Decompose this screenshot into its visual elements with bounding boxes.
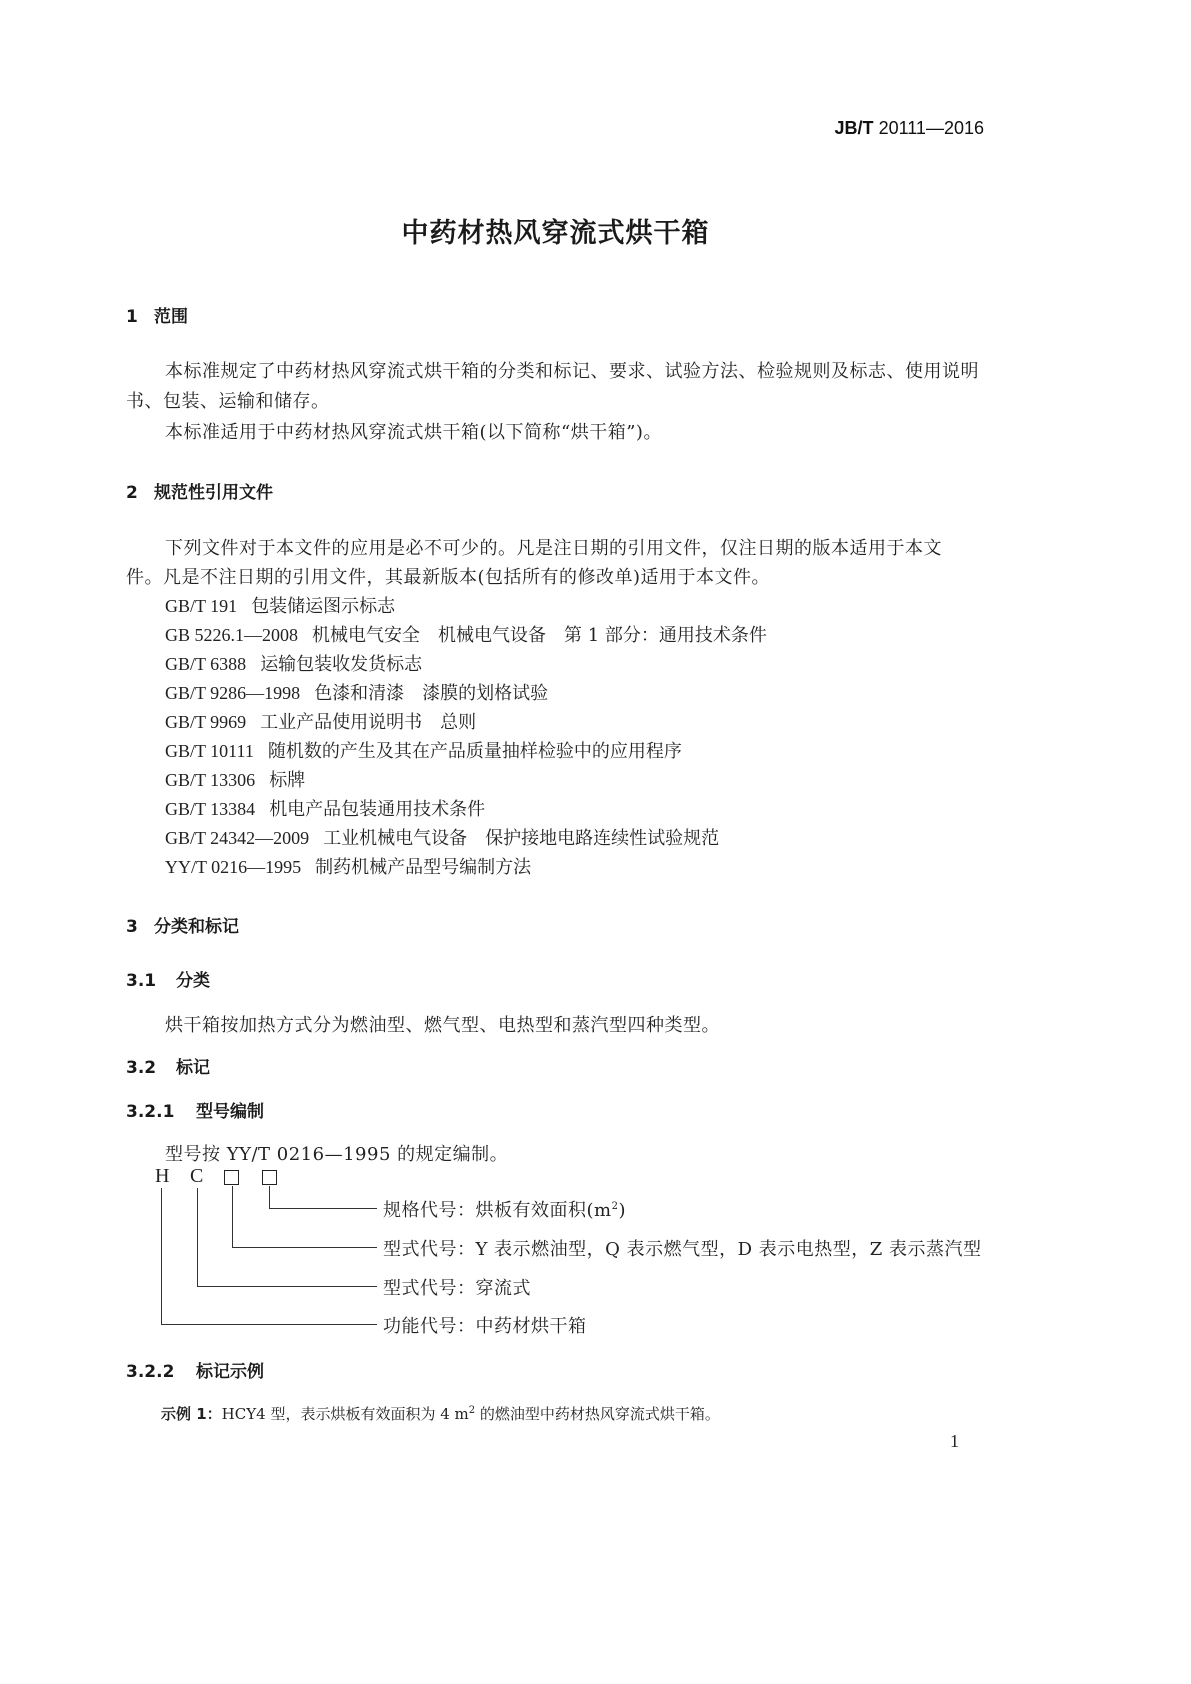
connector-line bbox=[197, 1286, 377, 1287]
section-1-paragraph-1-line-2: 书、包装、运输和储存。 bbox=[126, 391, 330, 412]
section-3-1-text: 烘干箱按加热方式分为燃油型、燃气型、电热型和蒸汽型四种类型。 bbox=[165, 1015, 720, 1036]
document-title: 中药材热风穿流式烘干箱 bbox=[401, 218, 710, 249]
section-number: 3.2.1 bbox=[126, 1102, 175, 1122]
reference-code: GB/T 13384 bbox=[165, 799, 256, 819]
reference-title: 运输包装收发货标志 bbox=[260, 654, 423, 675]
reference-code: GB/T 10111 bbox=[165, 741, 254, 761]
code-label-function: 功能代号：中药材烘干箱 bbox=[383, 1316, 587, 1337]
example-1 bbox=[161, 1403, 720, 1424]
section-1-heading bbox=[126, 302, 188, 327]
reference-item bbox=[165, 824, 719, 850]
reference-item bbox=[165, 650, 422, 676]
code-letter-c: C bbox=[190, 1165, 204, 1187]
example-text-b: 的燃油型中药材热风穿流式烘干箱。 bbox=[475, 1405, 720, 1423]
reference-title: 标牌 bbox=[269, 770, 306, 791]
reference-item bbox=[165, 708, 476, 734]
section-3-2-1-text: 型号按 YY/T 0216—1995 的规定编制。 bbox=[165, 1144, 509, 1165]
reference-title: 机械电气安全 机械电气设备 第 1 部分：通用技术条件 bbox=[312, 625, 767, 646]
reference-title: 制药机械产品型号编制方法 bbox=[315, 857, 532, 878]
reference-code: GB/T 24342—2009 bbox=[165, 828, 310, 848]
section-3-2-heading bbox=[126, 1053, 210, 1078]
section-3-heading bbox=[126, 912, 239, 937]
code-label-size-suffix: ) bbox=[618, 1200, 626, 1221]
section-3-2-2-heading bbox=[126, 1357, 264, 1382]
section-1-paragraph-1-line-1: 本标准规定了中药材热风穿流式烘干箱的分类和标记、要求、试验方法、检验规则及标志、使用说明 bbox=[165, 361, 979, 382]
section-number: 3.1 bbox=[126, 971, 157, 991]
example-text-a: HCY4 型，表示烘板有效面积为 4 m bbox=[221, 1405, 469, 1423]
section-title: 标记示例 bbox=[196, 1362, 264, 1382]
section-number: 3 bbox=[126, 917, 138, 937]
section-1-paragraph-2: 本标准适用于中药材热风穿流式烘干箱(以下简称“烘干箱”)。 bbox=[165, 422, 662, 443]
section-number: 1 bbox=[126, 307, 138, 327]
code-label-size bbox=[383, 1196, 626, 1222]
section-number: 3.2.2 bbox=[126, 1362, 175, 1382]
standard-code-number: 20111—2016 bbox=[878, 118, 984, 138]
section-2-heading bbox=[126, 478, 273, 503]
reference-code: GB/T 191 bbox=[165, 596, 238, 616]
example-label: 示例 1： bbox=[161, 1405, 222, 1423]
section-title: 分类和标记 bbox=[154, 917, 239, 937]
connector-line bbox=[232, 1186, 233, 1248]
section-number: 2 bbox=[126, 483, 138, 503]
connector-line bbox=[161, 1188, 162, 1325]
code-placeholder-box-type bbox=[224, 1170, 239, 1185]
reference-item bbox=[165, 853, 531, 879]
section-title: 标记 bbox=[176, 1058, 210, 1078]
section-title: 分类 bbox=[176, 971, 210, 991]
connector-line bbox=[269, 1186, 270, 1208]
code-placeholder-box-size bbox=[262, 1170, 277, 1185]
connector-line bbox=[232, 1247, 377, 1248]
reference-item bbox=[165, 795, 485, 821]
reference-code: GB/T 13306 bbox=[165, 770, 256, 790]
standard-code bbox=[835, 118, 984, 139]
connector-line bbox=[197, 1188, 198, 1287]
section-number: 3.2 bbox=[126, 1058, 157, 1078]
reference-item bbox=[165, 592, 395, 618]
connector-line bbox=[269, 1208, 377, 1209]
section-2-intro-line-1: 下列文件对于本文件的应用是必不可少的。凡是注日期的引用文件，仅注日期的版本适用于本文 bbox=[165, 538, 942, 559]
page-number: 1 bbox=[950, 1431, 959, 1451]
connector-line bbox=[161, 1324, 377, 1325]
reference-code: GB/T 9286—1998 bbox=[165, 683, 301, 703]
reference-code: GB/T 6388 bbox=[165, 654, 247, 674]
reference-code: GB 5226.1—2008 bbox=[165, 625, 299, 645]
section-3-2-1-heading bbox=[126, 1097, 264, 1122]
reference-code: GB/T 9969 bbox=[165, 712, 247, 732]
standard-code-prefix: JB/T bbox=[834, 118, 874, 138]
example-sup: 2 bbox=[468, 1405, 476, 1416]
section-title: 规范性引用文件 bbox=[154, 483, 273, 503]
reference-item bbox=[165, 679, 548, 705]
reference-code: YY/T 0216—1995 bbox=[165, 857, 302, 877]
reference-title: 工业机械电气设备 保护接地电路连续性试验规范 bbox=[323, 828, 720, 849]
reference-item bbox=[165, 766, 305, 792]
section-title: 范围 bbox=[154, 307, 188, 327]
reference-title: 色漆和清漆 漆膜的划格试验 bbox=[314, 683, 549, 704]
reference-item bbox=[165, 737, 682, 763]
section-3-1-heading bbox=[126, 966, 210, 991]
reference-title: 随机数的产生及其在产品质量抽样检验中的应用程序 bbox=[267, 741, 682, 762]
section-2-intro-line-2: 件。凡是不注日期的引用文件，其最新版本(包括所有的修改单)适用于本文件。 bbox=[126, 567, 771, 588]
code-letter-h: H bbox=[155, 1165, 170, 1187]
reference-item bbox=[165, 621, 767, 647]
reference-title: 工业产品使用说明书 总则 bbox=[260, 712, 477, 733]
code-label-type: 型式代号：Y 表示燃油型，Q 表示燃气型，D 表示电热型，Z 表示蒸汽型 bbox=[383, 1239, 982, 1260]
reference-title: 机电产品包装通用技术条件 bbox=[269, 799, 486, 820]
section-title: 型号编制 bbox=[196, 1102, 264, 1122]
code-label-size-prefix: 规格代号：烘板有效面积(m bbox=[383, 1200, 612, 1221]
reference-title: 包装储运图示标志 bbox=[251, 596, 396, 617]
code-label-flow: 型式代号：穿流式 bbox=[383, 1278, 531, 1299]
code-label-size-sup: 2 bbox=[611, 1201, 619, 1212]
